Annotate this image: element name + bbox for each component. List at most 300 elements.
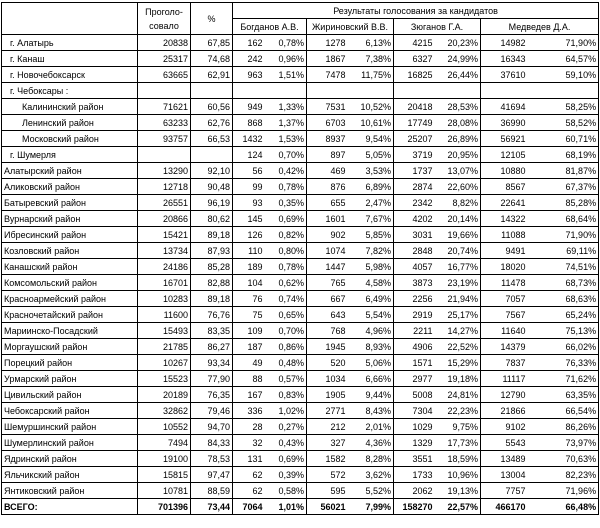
bogdanov-share: 0,69% — [265, 451, 307, 467]
turnout-percent: 82,88 — [191, 275, 233, 291]
turnout-percent: 92,10 — [191, 163, 233, 179]
zhirinovsky-votes: 1905 — [307, 387, 348, 403]
voted-count: 13290 — [138, 163, 191, 179]
medvedev-votes: 18020 — [481, 259, 528, 275]
zhirinovsky-share: 8,93% — [348, 339, 394, 355]
table-row — [2, 339, 599, 355]
region-name: Московский район — [2, 131, 138, 147]
zhirinovsky-share: 2,01% — [348, 419, 394, 435]
header-candidate-zyuganov: Зюганов Г.А. — [394, 19, 481, 35]
region-name: Мариинско-Посадский — [2, 323, 138, 339]
bogdanov-votes: 56 — [233, 163, 265, 179]
turnout-percent: 85,28 — [191, 259, 233, 275]
zyuganov-share: 26,44% — [435, 67, 481, 83]
zhirinovsky-votes: 6703 — [307, 115, 348, 131]
zyuganov-votes: 1733 — [394, 467, 435, 483]
zyuganov-share: 28,53% — [435, 99, 481, 115]
medvedev-share: 82,23% — [528, 467, 599, 483]
medvedev-share: 68,64% — [528, 211, 599, 227]
bogdanov-votes: 28 — [233, 419, 265, 435]
table-row — [2, 227, 599, 243]
turnout-percent: 67,85 — [191, 35, 233, 51]
zyuganov-votes: 1737 — [394, 163, 435, 179]
zhirinovsky-share: 6,66% — [348, 371, 394, 387]
bogdanov-votes: 104 — [233, 275, 265, 291]
table-row — [2, 195, 599, 211]
zyuganov-share: 19,66% — [435, 227, 481, 243]
zyuganov-share: 26,89% — [435, 131, 481, 147]
zhirinovsky-votes: 212 — [307, 419, 348, 435]
zhirinovsky-votes: 765 — [307, 275, 348, 291]
zhirinovsky-votes: 768 — [307, 323, 348, 339]
zyuganov-votes — [394, 83, 435, 99]
zyuganov-votes: 4057 — [394, 259, 435, 275]
medvedev-votes: 10880 — [481, 163, 528, 179]
zyuganov-share: 19,18% — [435, 371, 481, 387]
bogdanov-votes: 189 — [233, 259, 265, 275]
region-name: Ленинский район — [2, 115, 138, 131]
zyuganov-votes: 3719 — [394, 147, 435, 163]
zhirinovsky-share: 10,61% — [348, 115, 394, 131]
region-name: г. Чебоксары : — [2, 83, 138, 99]
total-zhirinovsky-share: 7,99% — [348, 499, 394, 515]
turnout-percent — [191, 83, 233, 99]
zyuganov-votes: 7304 — [394, 403, 435, 419]
bogdanov-share: 0,39% — [265, 467, 307, 483]
turnout-percent: 66,53 — [191, 131, 233, 147]
zhirinovsky-share: 9,54% — [348, 131, 394, 147]
turnout-percent: 88,59 — [191, 483, 233, 499]
medvedev-votes: 56921 — [481, 131, 528, 147]
medvedev-votes: 7567 — [481, 307, 528, 323]
medvedev-share: 81,87% — [528, 163, 599, 179]
voted-count: 10781 — [138, 483, 191, 499]
zyuganov-votes: 3873 — [394, 275, 435, 291]
bogdanov-votes: 167 — [233, 387, 265, 403]
table-row — [2, 259, 599, 275]
bogdanov-share: 0,35% — [265, 195, 307, 211]
zyuganov-share: 25,17% — [435, 307, 481, 323]
turnout-percent: 96,19 — [191, 195, 233, 211]
zhirinovsky-votes: 667 — [307, 291, 348, 307]
bogdanov-votes: 242 — [233, 51, 265, 67]
turnout-percent: 76,35 — [191, 387, 233, 403]
election-results-table — [1, 2, 599, 515]
turnout-percent: 89,18 — [191, 291, 233, 307]
bogdanov-share: 0,86% — [265, 339, 307, 355]
bogdanov-votes: 76 — [233, 291, 265, 307]
bogdanov-share: 0,62% — [265, 275, 307, 291]
table-body — [2, 35, 599, 515]
table-row — [2, 211, 599, 227]
medvedev-votes: 22641 — [481, 195, 528, 211]
bogdanov-share: 1,37% — [265, 115, 307, 131]
table-row — [2, 99, 599, 115]
voted-count: 21785 — [138, 339, 191, 355]
header-turnout-label: Проголо- совало — [145, 6, 183, 31]
medvedev-votes: 8567 — [481, 179, 528, 195]
medvedev-share: 86,26% — [528, 419, 599, 435]
region-name: Батыревский район — [2, 195, 138, 211]
turnout-percent: 76,76 — [191, 307, 233, 323]
zyuganov-votes: 20418 — [394, 99, 435, 115]
zhirinovsky-share: 4,58% — [348, 275, 394, 291]
zhirinovsky-votes: 8937 — [307, 131, 348, 147]
voted-count: 10283 — [138, 291, 191, 307]
zhirinovsky-votes: 876 — [307, 179, 348, 195]
table-row — [2, 467, 599, 483]
bogdanov-votes: 187 — [233, 339, 265, 355]
medvedev-share: 65,24% — [528, 307, 599, 323]
table-row — [2, 179, 599, 195]
bogdanov-votes — [233, 83, 265, 99]
zyuganov-votes: 4215 — [394, 35, 435, 51]
zhirinovsky-votes: 902 — [307, 227, 348, 243]
region-name: Порецкий район — [2, 355, 138, 371]
turnout-percent: 84,33 — [191, 435, 233, 451]
voted-count: 63665 — [138, 67, 191, 83]
voted-count — [138, 147, 191, 163]
zyuganov-votes: 1329 — [394, 435, 435, 451]
medvedev-votes: 12790 — [481, 387, 528, 403]
turnout-percent: 93,34 — [191, 355, 233, 371]
zhirinovsky-share: 5,05% — [348, 147, 394, 163]
table-row — [2, 355, 599, 371]
table-row — [2, 387, 599, 403]
total-turnout-percent: 73,44 — [191, 499, 233, 515]
medvedev-share: 64,57% — [528, 51, 599, 67]
zyuganov-share: 20,14% — [435, 211, 481, 227]
table-row — [2, 115, 599, 131]
voted-count: 93757 — [138, 131, 191, 147]
total-bogdanov-votes: 7064 — [233, 499, 265, 515]
bogdanov-share: 0,78% — [265, 35, 307, 51]
medvedev-share: 71,90% — [528, 227, 599, 243]
table-row — [2, 403, 599, 419]
header-candidate-bogdanov: Богданов А.В. — [233, 19, 307, 35]
zyuganov-share: 15,29% — [435, 355, 481, 371]
table-row — [2, 371, 599, 387]
medvedev-share: 69,11% — [528, 243, 599, 259]
total-medvedev-votes: 466170 — [481, 499, 528, 515]
zhirinovsky-votes: 572 — [307, 467, 348, 483]
voted-count: 10267 — [138, 355, 191, 371]
zhirinovsky-votes: 2771 — [307, 403, 348, 419]
turnout-percent: 62,91 — [191, 67, 233, 83]
zyuganov-share: 20,95% — [435, 147, 481, 163]
bogdanov-votes: 99 — [233, 179, 265, 195]
zhirinovsky-share: 10,52% — [348, 99, 394, 115]
zhirinovsky-votes: 520 — [307, 355, 348, 371]
zyuganov-share: 8,82% — [435, 195, 481, 211]
zhirinovsky-votes: 1034 — [307, 371, 348, 387]
medvedev-votes: 14379 — [481, 339, 528, 355]
voted-count: 13734 — [138, 243, 191, 259]
bogdanov-votes: 109 — [233, 323, 265, 339]
bogdanov-votes: 145 — [233, 211, 265, 227]
turnout-percent: 77,90 — [191, 371, 233, 387]
table-header — [2, 3, 599, 35]
zyuganov-votes: 4906 — [394, 339, 435, 355]
bogdanov-votes: 62 — [233, 467, 265, 483]
zyuganov-votes: 2874 — [394, 179, 435, 195]
medvedev-votes: 7057 — [481, 291, 528, 307]
medvedev-share: 76,33% — [528, 355, 599, 371]
zyuganov-share: 22,60% — [435, 179, 481, 195]
table-row — [2, 67, 599, 83]
table-row — [2, 51, 599, 67]
bogdanov-share: 0,74% — [265, 291, 307, 307]
bogdanov-share: 0,70% — [265, 147, 307, 163]
bogdanov-votes: 62 — [233, 483, 265, 499]
zyuganov-share: 20,23% — [435, 35, 481, 51]
zyuganov-votes: 2919 — [394, 307, 435, 323]
region-name: Красночетайский район — [2, 307, 138, 323]
zyuganov-share: 16,77% — [435, 259, 481, 275]
region-name: Вурнарский район — [2, 211, 138, 227]
zhirinovsky-votes: 1582 — [307, 451, 348, 467]
medvedev-votes: 7837 — [481, 355, 528, 371]
medvedev-votes: 14982 — [481, 35, 528, 51]
zyuganov-share: 19,13% — [435, 483, 481, 499]
zhirinovsky-share: 11,75% — [348, 67, 394, 83]
bogdanov-share: 0,78% — [265, 179, 307, 195]
header-results: Результаты голосования за кандидатов — [233, 3, 599, 19]
table-row — [2, 291, 599, 307]
zhirinovsky-votes: 655 — [307, 195, 348, 211]
turnout-percent — [191, 147, 233, 163]
region-name: Калининский район — [2, 99, 138, 115]
total-medvedev-share: 66,48% — [528, 499, 599, 515]
zhirinovsky-share: 4,36% — [348, 435, 394, 451]
voted-count: 20838 — [138, 35, 191, 51]
medvedev-share: 75,13% — [528, 323, 599, 339]
voted-count: 24186 — [138, 259, 191, 275]
zyuganov-share: 22,52% — [435, 339, 481, 355]
zyuganov-share — [435, 83, 481, 99]
zyuganov-votes: 2977 — [394, 371, 435, 387]
turnout-percent: 62,76 — [191, 115, 233, 131]
header-percent: % — [191, 3, 233, 35]
bogdanov-share: 0,96% — [265, 51, 307, 67]
zhirinovsky-votes: 469 — [307, 163, 348, 179]
bogdanov-share: 0,70% — [265, 323, 307, 339]
table-row — [2, 323, 599, 339]
voted-count: 10552 — [138, 419, 191, 435]
medvedev-share — [528, 83, 599, 99]
turnout-percent: 97,47 — [191, 467, 233, 483]
total-zyuganov-votes: 158270 — [394, 499, 435, 515]
bogdanov-votes: 126 — [233, 227, 265, 243]
total-zyuganov-share: 22,57% — [435, 499, 481, 515]
zhirinovsky-share: 5,54% — [348, 307, 394, 323]
medvedev-votes: 11088 — [481, 227, 528, 243]
turnout-percent: 87,93 — [191, 243, 233, 259]
turnout-percent: 79,46 — [191, 403, 233, 419]
bogdanov-share: 0,58% — [265, 483, 307, 499]
region-name: Ибресинский район — [2, 227, 138, 243]
bogdanov-share: 0,65% — [265, 307, 307, 323]
zyuganov-votes: 2848 — [394, 243, 435, 259]
zhirinovsky-votes: 7478 — [307, 67, 348, 83]
zyuganov-votes: 2211 — [394, 323, 435, 339]
zyuganov-share: 14,27% — [435, 323, 481, 339]
medvedev-votes: 11117 — [481, 371, 528, 387]
voted-count: 25317 — [138, 51, 191, 67]
bogdanov-share: 0,48% — [265, 355, 307, 371]
table-row — [2, 163, 599, 179]
voted-count: 11600 — [138, 307, 191, 323]
table-row — [2, 419, 599, 435]
voted-count: 15815 — [138, 467, 191, 483]
bogdanov-votes: 336 — [233, 403, 265, 419]
zhirinovsky-share: 3,53% — [348, 163, 394, 179]
zhirinovsky-share: 5,52% — [348, 483, 394, 499]
zhirinovsky-share: 5,98% — [348, 259, 394, 275]
zhirinovsky-share: 2,47% — [348, 195, 394, 211]
medvedev-share: 70,63% — [528, 451, 599, 467]
medvedev-share: 74,51% — [528, 259, 599, 275]
turnout-percent: 89,18 — [191, 227, 233, 243]
voted-count: 12718 — [138, 179, 191, 195]
zyuganov-share: 24,81% — [435, 387, 481, 403]
table-row — [2, 83, 599, 99]
total-label: ВСЕГО: — [2, 499, 138, 515]
zhirinovsky-votes: 595 — [307, 483, 348, 499]
zhirinovsky-share: 7,38% — [348, 51, 394, 67]
zyuganov-share: 24,99% — [435, 51, 481, 67]
turnout-percent: 74,68 — [191, 51, 233, 67]
region-name: г. Алатырь — [2, 35, 138, 51]
bogdanov-share — [265, 83, 307, 99]
region-name: Аликовский район — [2, 179, 138, 195]
medvedev-share: 58,25% — [528, 99, 599, 115]
zhirinovsky-votes: 1601 — [307, 211, 348, 227]
zhirinovsky-votes: 643 — [307, 307, 348, 323]
bogdanov-share: 1,33% — [265, 99, 307, 115]
zyuganov-votes: 3031 — [394, 227, 435, 243]
region-name: Янтиковский район — [2, 483, 138, 499]
zhirinovsky-share: 7,82% — [348, 243, 394, 259]
medvedev-votes: 21866 — [481, 403, 528, 419]
header-region-blank — [2, 3, 138, 35]
zyuganov-share: 9,75% — [435, 419, 481, 435]
total-zhirinovsky-votes: 56021 — [307, 499, 348, 515]
region-name: г. Новочебоксарск — [2, 67, 138, 83]
zyuganov-votes: 3551 — [394, 451, 435, 467]
zhirinovsky-share: 5,06% — [348, 355, 394, 371]
bogdanov-share: 1,53% — [265, 131, 307, 147]
zyuganov-votes: 2062 — [394, 483, 435, 499]
zhirinovsky-share: 6,89% — [348, 179, 394, 195]
bogdanov-votes: 75 — [233, 307, 265, 323]
medvedev-votes: 16343 — [481, 51, 528, 67]
total-row — [2, 499, 599, 515]
zhirinovsky-share: 7,67% — [348, 211, 394, 227]
zhirinovsky-share: 5,85% — [348, 227, 394, 243]
region-name: Шумерлинский район — [2, 435, 138, 451]
voted-count: 15523 — [138, 371, 191, 387]
bogdanov-share: 0,78% — [265, 259, 307, 275]
zhirinovsky-share: 6,13% — [348, 35, 394, 51]
medvedev-share: 68,19% — [528, 147, 599, 163]
voted-count — [138, 83, 191, 99]
region-name: Цивильский район — [2, 387, 138, 403]
bogdanov-votes: 868 — [233, 115, 265, 131]
zyuganov-share: 13,07% — [435, 163, 481, 179]
medvedev-share: 63,35% — [528, 387, 599, 403]
medvedev-share: 58,52% — [528, 115, 599, 131]
medvedev-share: 71,62% — [528, 371, 599, 387]
zhirinovsky-share: 9,44% — [348, 387, 394, 403]
medvedev-share: 85,28% — [528, 195, 599, 211]
region-name: Красноармейский район — [2, 291, 138, 307]
voted-count: 32862 — [138, 403, 191, 419]
zhirinovsky-votes: 1867 — [307, 51, 348, 67]
medvedev-share: 73,97% — [528, 435, 599, 451]
turnout-percent: 83,35 — [191, 323, 233, 339]
header-candidate-medvedev: Медведев Д.А. — [481, 19, 599, 35]
bogdanov-share: 1,02% — [265, 403, 307, 419]
table-row — [2, 451, 599, 467]
region-name: Урмарский район — [2, 371, 138, 387]
zyuganov-votes: 2342 — [394, 195, 435, 211]
zhirinovsky-share: 8,43% — [348, 403, 394, 419]
region-name: Моргаушский район — [2, 339, 138, 355]
total-bogdanov-share: 1,01% — [265, 499, 307, 515]
zyuganov-share: 20,74% — [435, 243, 481, 259]
zyuganov-votes: 4202 — [394, 211, 435, 227]
voted-count: 7494 — [138, 435, 191, 451]
header-candidate-zhirinovsky: Жириновский В.В. — [307, 19, 394, 35]
medvedev-share: 68,63% — [528, 291, 599, 307]
zhirinovsky-votes: 1447 — [307, 259, 348, 275]
table-row — [2, 435, 599, 451]
medvedev-votes: 11478 — [481, 275, 528, 291]
bogdanov-votes: 162 — [233, 35, 265, 51]
medvedev-share: 66,02% — [528, 339, 599, 355]
bogdanov-votes: 49 — [233, 355, 265, 371]
bogdanov-share: 0,80% — [265, 243, 307, 259]
region-name: г. Канаш — [2, 51, 138, 67]
medvedev-share: 71,90% — [528, 35, 599, 51]
voted-count: 19100 — [138, 451, 191, 467]
table-row — [2, 131, 599, 147]
medvedev-votes: 7757 — [481, 483, 528, 499]
table-row — [2, 483, 599, 499]
zyuganov-share: 23,19% — [435, 275, 481, 291]
zhirinovsky-votes: 897 — [307, 147, 348, 163]
table-row — [2, 147, 599, 163]
turnout-percent: 80,62 — [191, 211, 233, 227]
table-row — [2, 307, 599, 323]
bogdanov-share: 1,51% — [265, 67, 307, 83]
medvedev-votes — [481, 83, 528, 99]
voted-count: 26551 — [138, 195, 191, 211]
medvedev-votes: 41694 — [481, 99, 528, 115]
turnout-percent: 86,27 — [191, 339, 233, 355]
zyuganov-share: 28,08% — [435, 115, 481, 131]
zyuganov-votes: 1571 — [394, 355, 435, 371]
voted-count: 71621 — [138, 99, 191, 115]
zhirinovsky-share: 6,49% — [348, 291, 394, 307]
zyuganov-share: 21,94% — [435, 291, 481, 307]
voted-count: 20866 — [138, 211, 191, 227]
zyuganov-share: 10,96% — [435, 467, 481, 483]
table-row — [2, 275, 599, 291]
bogdanov-votes: 963 — [233, 67, 265, 83]
region-name: Козловский район — [2, 243, 138, 259]
